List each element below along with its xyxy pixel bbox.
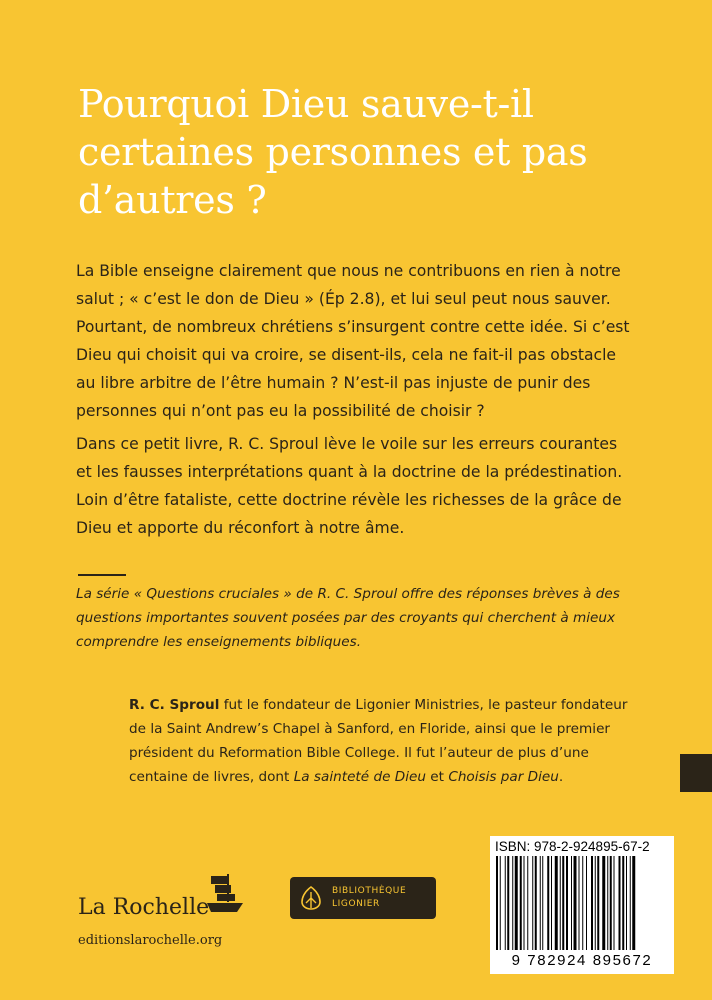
- barcode-bar: [551, 856, 552, 950]
- barcode-bar: [532, 856, 533, 950]
- bio-text: centaine de livres, dont: [129, 769, 294, 785]
- section-divider: [78, 574, 126, 576]
- title-line: d’autres ?: [78, 178, 267, 222]
- barcode-bar: [505, 856, 506, 950]
- author-bio: [129, 693, 669, 789]
- text-line: La série « Questions cruciales » de R. C. Sproul offre des réponses brèves à des: [76, 586, 620, 602]
- title-line: Pourquoi Dieu sauve-t-il: [78, 82, 534, 126]
- barcode-bar: [626, 856, 627, 950]
- barcode-bar: [597, 856, 599, 950]
- text-line: personnes qui n’ont pas eu la possibilité de choisir ?: [76, 402, 485, 420]
- isbn-label: ISBN: 978-2-924895-67-2: [495, 839, 650, 854]
- book-title: Choisis par Dieu: [448, 769, 559, 785]
- text-line: Dieu et apporte du réconfort à notre âme.: [76, 519, 405, 537]
- bio-line: [129, 693, 669, 717]
- barcode-bar: [496, 856, 498, 950]
- text-line: Dans ce petit livre, R. C. Sproul lève le voile sur les erreurs courantes: [76, 435, 618, 453]
- barcode-bar: [560, 856, 561, 950]
- barcode-bar: [586, 856, 587, 950]
- ligonier-seed-icon: [300, 886, 322, 910]
- barcode-bar: [610, 856, 612, 950]
- barcode-bar: [602, 856, 605, 950]
- bio-text: fut le fondateur de Ligonier Ministries, le pasteur fondateur: [219, 697, 628, 713]
- barcode-bar: [622, 856, 624, 950]
- series-note: [76, 582, 656, 654]
- barcode-bar: [562, 856, 564, 950]
- spine-marker: [680, 754, 712, 792]
- isbn-barcode: [490, 836, 674, 974]
- text-line: salut ; « c’est le don de Dieu » (Ép 2.8), et lui seul peut nous sauver.: [76, 290, 611, 308]
- barcode-bars: [494, 856, 670, 952]
- barcode-bar: [571, 856, 572, 950]
- barcode-bar: [619, 856, 621, 950]
- back-cover-title: [78, 80, 678, 224]
- text-line: au libre arbitre de l’être humain ? N’est-il pas injuste de punir des: [76, 374, 591, 392]
- barcode-bar: [574, 856, 577, 950]
- book-title: La sainteté de Dieu: [293, 769, 426, 785]
- barcode-bar: [520, 856, 522, 950]
- bio-line: [129, 765, 669, 789]
- barcode-bar: [566, 856, 568, 950]
- barcode-bar: [507, 856, 509, 950]
- text-line: comprendre les enseignements bibliques.: [76, 634, 362, 650]
- text-line: Pourtant, de nombreux chrétiens s’insurgent contre cette idée. Si c’est: [76, 318, 630, 336]
- text-line: questions importantes souvent posées par des croyants qui cherchent à mieux: [76, 610, 616, 626]
- imprint-name: [332, 885, 406, 911]
- barcode-digits: 9 782924 895672: [511, 952, 653, 969]
- imprint-line: LIGONIER: [332, 899, 380, 909]
- barcode-bar: [555, 856, 558, 950]
- barcode-bar: [500, 856, 501, 950]
- barcode-bar: [595, 856, 596, 950]
- text-line: La Bible enseigne clairement que nous ne contribuons en rien à notre: [76, 262, 621, 280]
- publisher-url: editionslarochelle.org: [78, 933, 223, 948]
- barcode-bar: [512, 856, 513, 950]
- author-name: R. C. Sproul: [129, 697, 220, 713]
- bibliotheque-ligonier-logo: [290, 877, 436, 919]
- bio-text: et: [425, 769, 449, 785]
- barcode-bar: [632, 856, 635, 950]
- barcode-bar: [607, 856, 608, 950]
- summary-paragraph-2: [76, 430, 646, 542]
- barcode-bar: [591, 856, 593, 950]
- barcode-bar: [579, 856, 580, 950]
- barcode-bar: [582, 856, 583, 950]
- title-line: certaines personnes et pas: [78, 130, 588, 174]
- imprint-line: BIBLIOTHÈQUE: [332, 886, 407, 896]
- text-line: Loin d’être fataliste, cette doctrine révèle les richesses de la grâce de: [76, 491, 622, 509]
- barcode-bar: [535, 856, 537, 950]
- text-line: Dieu qui choisit qui va croire, se disent-ils, cela ne fait-il pas obstacle: [76, 346, 617, 364]
- barcode-bar: [547, 856, 549, 950]
- bio-line: président du Reformation Bible College. Il fut l’auteur de plus d’une: [129, 745, 589, 761]
- barcode-bar: [540, 856, 541, 950]
- text-line: et les fausses interprétations quant à la doctrine de la prédestination.: [76, 463, 623, 481]
- bio-text: .: [558, 769, 564, 785]
- barcode-bar: [614, 856, 615, 950]
- barcode-bar: [524, 856, 525, 950]
- barcode-bar: [515, 856, 518, 950]
- barcode-bar: [630, 856, 631, 950]
- bio-line: de la Saint Andrew’s Chapel à Sanford, en Floride, ainsi que le premier: [129, 721, 611, 737]
- barcode-bar: [542, 856, 543, 950]
- ship-icon: [205, 872, 245, 916]
- barcode-bar: [527, 856, 528, 950]
- summary-paragraph-1: [76, 257, 646, 425]
- publisher-name: La Rochelle: [78, 895, 210, 920]
